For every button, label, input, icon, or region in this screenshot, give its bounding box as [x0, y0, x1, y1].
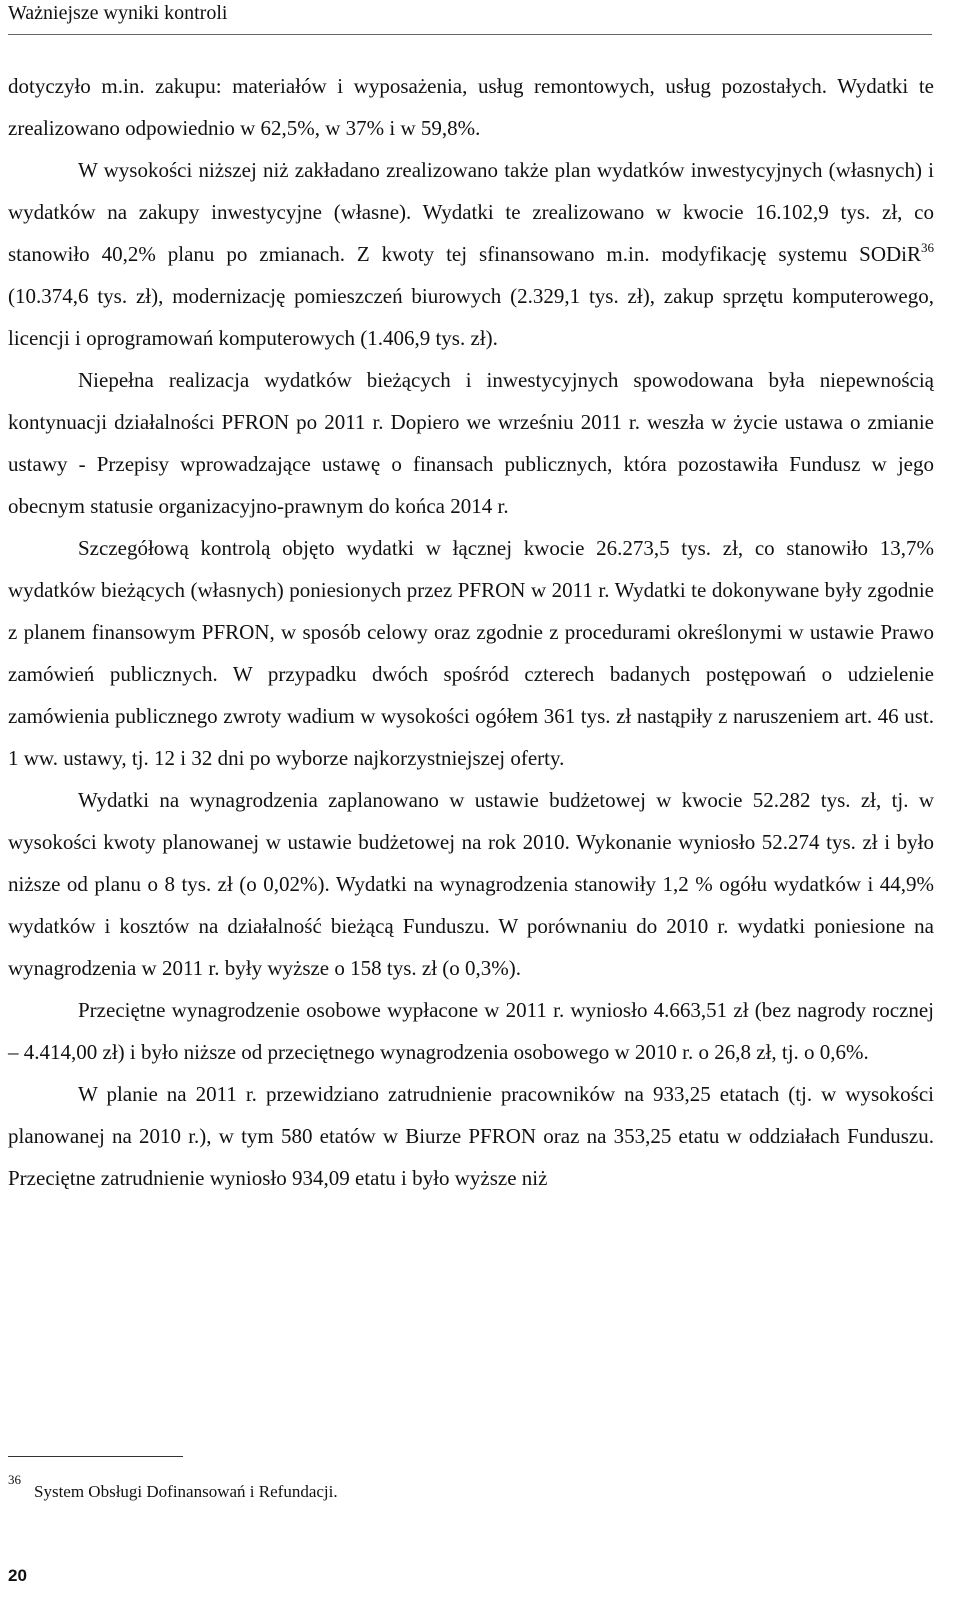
paragraph-7: W planie na 2011 r. przewidziano zatrudnienie pracowników na 933,25 etatach (tj. w wysokości planowanej na 2010 r.), w tym 580 etatów w Biurze PFRON oraz na 353,25 etatu w oddziałach Funduszu. Przeciętne zatrudnienie wyniosło 934,09 etatu i było wyższe niż [8, 1082, 934, 1190]
document-body [8, 65, 934, 1199]
running-header [8, 0, 932, 35]
paragraph-3: Niepełna realizacja wydatków bieżących i inwestycyjnych spowodowana była niepewnością kontynuacji działalności PFRON po 2011 r. Dopiero we wrześniu 2011 r. weszła w życie ustawa o zmianie ustawy - Przepisy wprowadzające ustawę o finansach publicznych, która pozostawiła Fundusz w jego obecnym statusie organizacyjno-prawnym do końca 2014 r. [8, 368, 934, 518]
footnote-separator [8, 1456, 183, 1457]
page-number: 20 [8, 1566, 27, 1585]
paragraph-6: Przeciętne wynagrodzenie osobowe wypłacone w 2011 r. wyniosło 4.663,51 zł (bez nagrody rocznej – 4.414,00 zł) i było niższe od przeciętnego wynagrodzenia osobowego w 2010 r. o 26,8 zł, tj. o 0,6%. [8, 998, 934, 1064]
paragraph-2-part-2: (10.374,6 tys. zł), modernizację pomieszczeń biurowych (2.329,1 tys. zł), zakup sprzętu komputerowego, licencji i oprogramowań komputerowych (1.406,9 tys. zł). [8, 284, 934, 350]
paragraph-1: dotyczyło m.in. zakupu: materiałów i wyposażenia, usług remontowych, usług pozostałych. Wydatki te zrealizowano odpowiednio w 62,5%, w 37% i w 59,8%. [8, 74, 934, 140]
footnote-reference[interactable]: 36 [921, 240, 934, 255]
footnote-mark: 36 [8, 1472, 21, 1487]
header-title: Ważniejsze wyniki kontroli [8, 2, 228, 24]
paragraph-4: Szczegółową kontrolą objęto wydatki w łącznej kwocie 26.273,5 tys. zł, co stanowiło 13,7% wydatków bieżących (własnych) poniesionych przez PFRON w 2011 r. Wydatki te dokonywane były zgodnie z planem finansowym PFRON, w sposób celowy oraz zgodnie z procedurami określonymi w ustawie Prawo zamówień publicznych. W przypadku dwóch spośród czterech badanych postępowań o udzielenie zamówienia publicznego zwroty wadium w wysokości ogółem 361 tys. zł nastąpiły z naruszeniem art. 46 ust. 1 ww. ustawy, tj. 12 i 32 dni po wyborze najkorzystniejszej oferty. [8, 536, 934, 770]
paragraph-2 [8, 149, 934, 359]
paragraph-5: Wydatki na wynagrodzenia zaplanowano w ustawie budżetowej w kwocie 52.282 tys. zł, tj. w wysokości kwoty planowanej w ustawie budżetowej na rok 2010. Wykonanie wyniosło 52.274 tys. zł i było niższe od planu o 8 tys. zł (o 0,02%). Wydatki na wynagrodzenia stanowiły 1,2 % ogółu wydatków i 44,9% wydatków i kosztów na działalność bieżącą Funduszu. W porównaniu do 2010 r. wydatki poniesione na wynagrodzenia w 2011 r. były wyższe o 158 tys. zł (o 0,3%). [8, 788, 934, 980]
paragraph-2-part-1: W wysokości niższej niż zakładano zrealizowano także plan wydatków inwestycyjnych (własnych) i wydatków na zakupy inwestycyjne (własne). Wydatki te zrealizowano w kwocie 16.102,9 tys. zł, co stanowiło 40,2% planu po zmianach. Z kwoty tej sfinansowano m.in. modyfikację systemu SODiR [8, 158, 934, 266]
footnote-text: System Obsługi Dofinansowań i Refundacji. [34, 1482, 338, 1501]
